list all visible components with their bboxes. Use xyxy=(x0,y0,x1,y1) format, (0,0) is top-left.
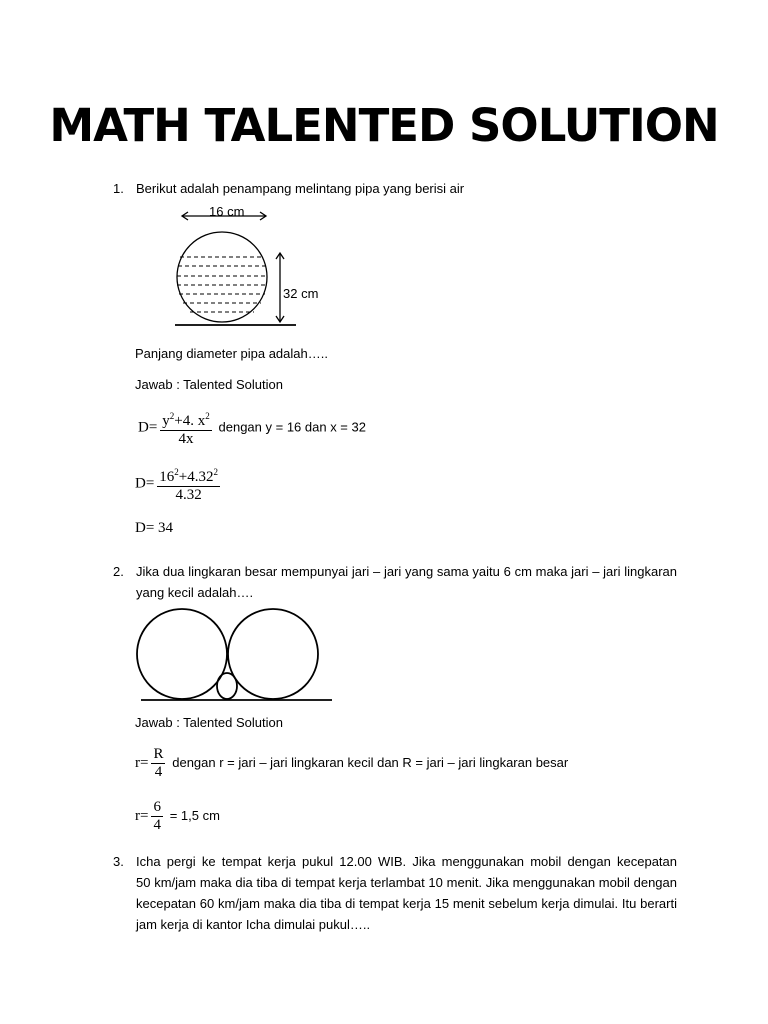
question-2-line-1: Jika dua lingkaran besar mempunyai jari – jari yang sama yaitu 6 cm maka jari – jari lingkaran xyxy=(136,564,677,579)
question-3-line-2: 50 km/jam maka dia tiba di tempat kerja terlambat 10 menit. Jika menggunakan mobil dengan xyxy=(136,875,677,890)
formula-note: dengan r = jari – jari lingkaran kecil dan R = jari – jari lingkaran besar xyxy=(172,754,569,770)
numerator: 6 xyxy=(153,799,161,815)
numerator: R xyxy=(153,746,164,762)
formula-lhs: D= xyxy=(135,475,155,492)
exponent: 2 xyxy=(169,411,175,421)
numerator-term: y xyxy=(162,413,170,429)
answer-label-1: Jawab : Talented Solution xyxy=(135,377,283,392)
denominator: 4x xyxy=(178,431,194,447)
formula-note: dengan y = 16 dan x = 32 xyxy=(218,419,366,435)
formula-lhs: r= xyxy=(135,807,149,824)
question-1-prompt: Panjang diameter pipa adalah….. xyxy=(135,346,328,361)
formula-fraction xyxy=(151,746,165,781)
formula-result: = 1,5 cm xyxy=(169,807,220,823)
question-number-2: 2. xyxy=(113,564,124,579)
formula-lhs: D= xyxy=(135,520,155,536)
formula-value: 34 xyxy=(158,520,174,536)
numerator-term: +4.32 xyxy=(178,469,214,485)
numerator-term: 16 xyxy=(159,469,175,485)
question-3-line-3: kecepatan 60 km/jam maka dia tiba di tempat kerja 15 menit sebelum kerja dimulai. Itu berarti xyxy=(136,896,677,911)
exponent: 2 xyxy=(213,467,219,477)
formula-2-result xyxy=(135,799,220,834)
question-number-1: 1. xyxy=(113,181,124,196)
formula-fraction xyxy=(151,799,163,834)
exponent: 2 xyxy=(174,467,179,477)
page-title: MATH TALENTED SOLUTION xyxy=(49,99,719,152)
exponent: 2 xyxy=(205,411,210,421)
pipe-width-label: 16 cm xyxy=(209,204,245,219)
numerator-term: +4. x xyxy=(174,413,206,429)
pipe-height-label: 32 cm xyxy=(283,286,319,301)
formula-lhs: r= xyxy=(135,754,149,771)
formula-2-general xyxy=(135,746,568,781)
question-3-line-4: jam kerja di kantor Icha dimulai pukul….. xyxy=(136,917,371,932)
denominator: 4.32 xyxy=(175,487,202,503)
denominator: 4 xyxy=(153,817,161,833)
formula-lhs: D= xyxy=(138,419,158,436)
denominator: 4 xyxy=(154,764,163,780)
answer-label-2: Jawab : Talented Solution xyxy=(135,715,283,730)
question-2-line-2: yang kecil adalah…. xyxy=(136,585,254,600)
question-1-text: Berikut adalah penampang melintang pipa yang berisi air xyxy=(136,181,465,196)
question-number-3: 3. xyxy=(113,854,124,869)
question-3-line-1: Icha pergi ke tempat kerja pukul 12.00 WIB. Jika menggunakan mobil dengan kecepatan xyxy=(136,854,677,869)
